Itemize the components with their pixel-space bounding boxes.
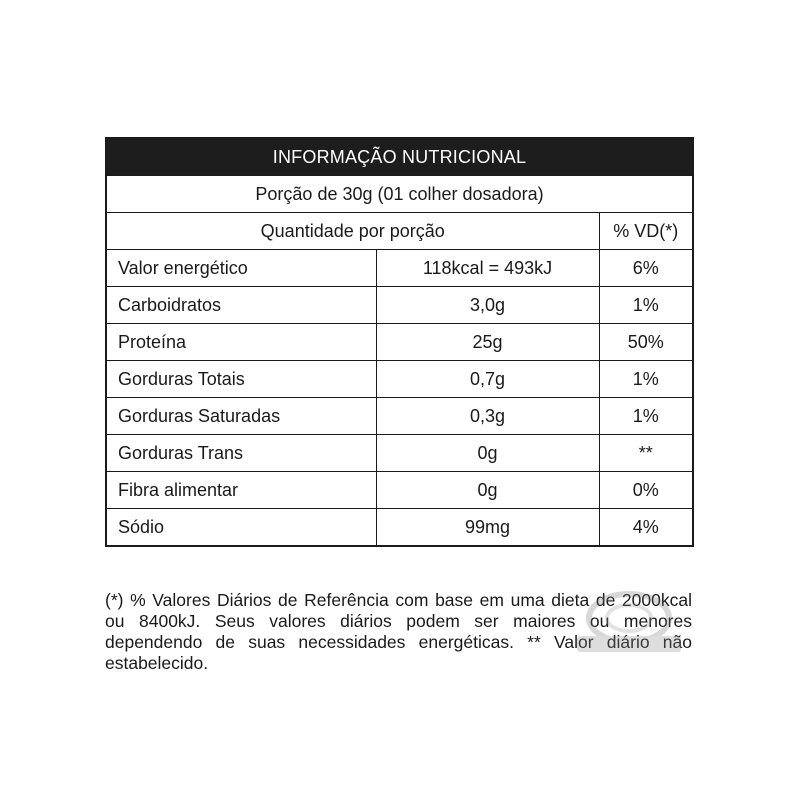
nutrient-amount: 0g — [376, 435, 599, 472]
header-quantity: Quantidade por porção — [106, 213, 599, 250]
nutrition-facts-table — [105, 137, 694, 547]
nutrient-amount: 25g — [376, 324, 599, 361]
table-row — [106, 250, 693, 287]
table-row — [106, 435, 693, 472]
nutrient-amount: 0g — [376, 472, 599, 509]
nutrient-daily-value: 0% — [599, 472, 693, 509]
nutrient-daily-value: 4% — [599, 509, 693, 547]
table-title-row — [106, 138, 693, 176]
portion-row — [106, 176, 693, 213]
nutrient-name: Valor energético — [106, 250, 376, 287]
table-row — [106, 361, 693, 398]
nutrient-name: Gorduras Trans — [106, 435, 376, 472]
nutrient-daily-value: 6% — [599, 250, 693, 287]
nutrient-daily-value: ** — [599, 435, 693, 472]
nutrient-amount: 118kcal = 493kJ — [376, 250, 599, 287]
nutrient-name: Carboidratos — [106, 287, 376, 324]
table-row — [106, 398, 693, 435]
nutrient-amount: 0,7g — [376, 361, 599, 398]
table-row — [106, 472, 693, 509]
table-row — [106, 509, 693, 547]
nutrient-daily-value: 50% — [599, 324, 693, 361]
table-title: INFORMAÇÃO NUTRICIONAL — [106, 138, 693, 176]
nutrient-name: Gorduras Totais — [106, 361, 376, 398]
table-row — [106, 287, 693, 324]
header-row — [106, 213, 693, 250]
nutrient-name: Fibra alimentar — [106, 472, 376, 509]
nutrient-name: Sódio — [106, 509, 376, 547]
portion-size: Porção de 30g (01 colher dosadora) — [106, 176, 693, 213]
nutrient-name: Proteína — [106, 324, 376, 361]
nutrient-amount: 99mg — [376, 509, 599, 547]
footnote-text: (*) % Valores Diários de Referência com base em uma dieta de 2000kcal ou 8400kJ. Seus valores diários podem ser maiores ou menores dependendo de suas necessidades energéticas. ** Valor diário não estabelecido. — [105, 589, 692, 673]
header-daily-value: % VD(*) — [599, 213, 693, 250]
table-row — [106, 324, 693, 361]
nutrient-daily-value: 1% — [599, 361, 693, 398]
nutrient-daily-value: 1% — [599, 398, 693, 435]
nutrient-amount: 3,0g — [376, 287, 599, 324]
nutrient-name: Gorduras Saturadas — [106, 398, 376, 435]
nutrient-amount: 0,3g — [376, 398, 599, 435]
nutrient-daily-value: 1% — [599, 287, 693, 324]
